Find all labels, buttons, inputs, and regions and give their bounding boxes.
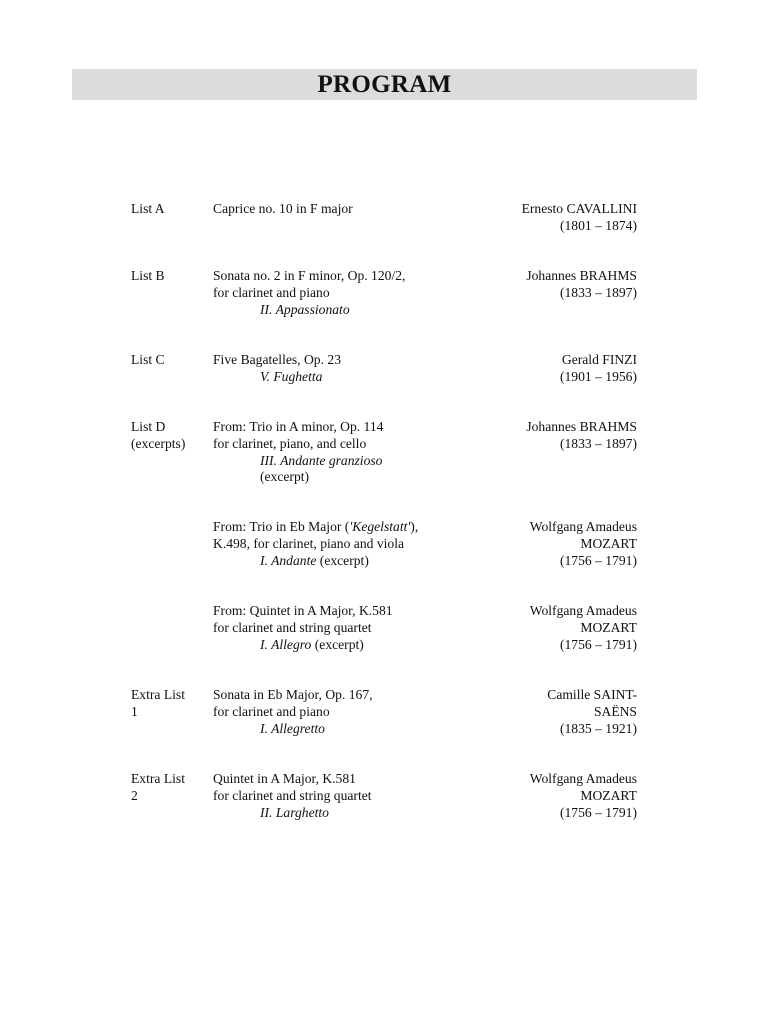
list-label: List A xyxy=(131,201,165,216)
movement-note: (excerpt) xyxy=(260,469,310,485)
work-nickname: 'Kegelstatt' xyxy=(349,519,411,534)
movement: V. Fughetta xyxy=(260,368,323,384)
composer-name: Camille SAINT- xyxy=(547,687,637,702)
movement: II. Larghetto xyxy=(260,804,329,820)
composer-name: Gerald FINZI xyxy=(561,352,637,367)
movement: I. Allegro (excerpt) xyxy=(260,636,364,652)
work-title: From: Trio in Eb Major ('Kegelstatt'), K.498, for clarinet, piano and viola I. Andante (excerpt) xyxy=(213,519,473,569)
composer xyxy=(457,268,637,302)
list-label: List C xyxy=(131,352,165,367)
composer-name: Ernesto CAVALLINI xyxy=(521,201,637,216)
composer-dates: (1833 – 1897) xyxy=(559,284,637,300)
work-title: Five Bagatelles, Op. 23 V. Fughetta xyxy=(213,352,473,386)
work-title: From: Quintet in A Major, K.581 for clarinet and string quartet I. Allegro (excerpt) xyxy=(213,603,473,653)
composer-surname: MOZART xyxy=(580,535,637,551)
composer-surname: MOZART xyxy=(580,619,637,635)
composer-name: Wolfgang Amadeus xyxy=(529,519,637,534)
composer-dates: (1756 – 1791) xyxy=(559,636,637,652)
composer-dates: (1801 – 1874) xyxy=(559,217,637,233)
composer xyxy=(457,771,637,821)
composer-name: Johannes BRAHMS xyxy=(526,419,637,434)
list-label: List D (excerpts) xyxy=(131,419,186,451)
movement: I. Andante (excerpt) xyxy=(260,552,369,568)
work-title: Caprice no. 10 in F major xyxy=(213,201,353,216)
composer-surname: SAËNS xyxy=(593,703,637,719)
composer-dates: (1833 – 1897) xyxy=(559,435,637,451)
composer xyxy=(457,201,637,235)
composer-dates: (1901 – 1956) xyxy=(559,368,637,384)
list-label: List B xyxy=(131,268,165,283)
composer-surname: MOZART xyxy=(580,787,637,803)
composer-dates: (1756 – 1791) xyxy=(559,552,637,568)
title-banner xyxy=(72,69,697,100)
composer xyxy=(457,419,637,453)
movement: I. Allegretto xyxy=(260,720,325,736)
composer-name: Wolfgang Amadeus xyxy=(529,771,637,786)
composer xyxy=(457,519,637,569)
page-title: PROGRAM xyxy=(317,71,452,98)
work-title: Sonata no. 2 in F minor, Op. 120/2, for clarinet and piano II. Appassionato xyxy=(213,268,473,318)
composer-dates: (1756 – 1791) xyxy=(559,804,637,820)
composer-name: Wolfgang Amadeus xyxy=(529,603,637,618)
composer xyxy=(457,687,637,737)
composer xyxy=(457,603,637,653)
composer-name: Johannes BRAHMS xyxy=(526,268,637,283)
list-label: Extra List 2 xyxy=(131,771,185,803)
composer-dates: (1835 – 1921) xyxy=(559,720,637,736)
movement: III. Andante granzioso xyxy=(260,452,383,468)
movement: II. Appassionato xyxy=(260,301,350,317)
work-title: From: Trio in A minor, Op. 114 for clarinet, piano, and cello III. Andante granzioso (excerpt) xyxy=(213,419,473,486)
work-title: Quintet in A Major, K.581 for clarinet and string quartet II. Larghetto xyxy=(213,771,473,821)
composer xyxy=(457,352,637,386)
work-title: Sonata in Eb Major, Op. 167, for clarinet and piano I. Allegretto xyxy=(213,687,473,737)
list-label: Extra List 1 xyxy=(131,687,185,719)
